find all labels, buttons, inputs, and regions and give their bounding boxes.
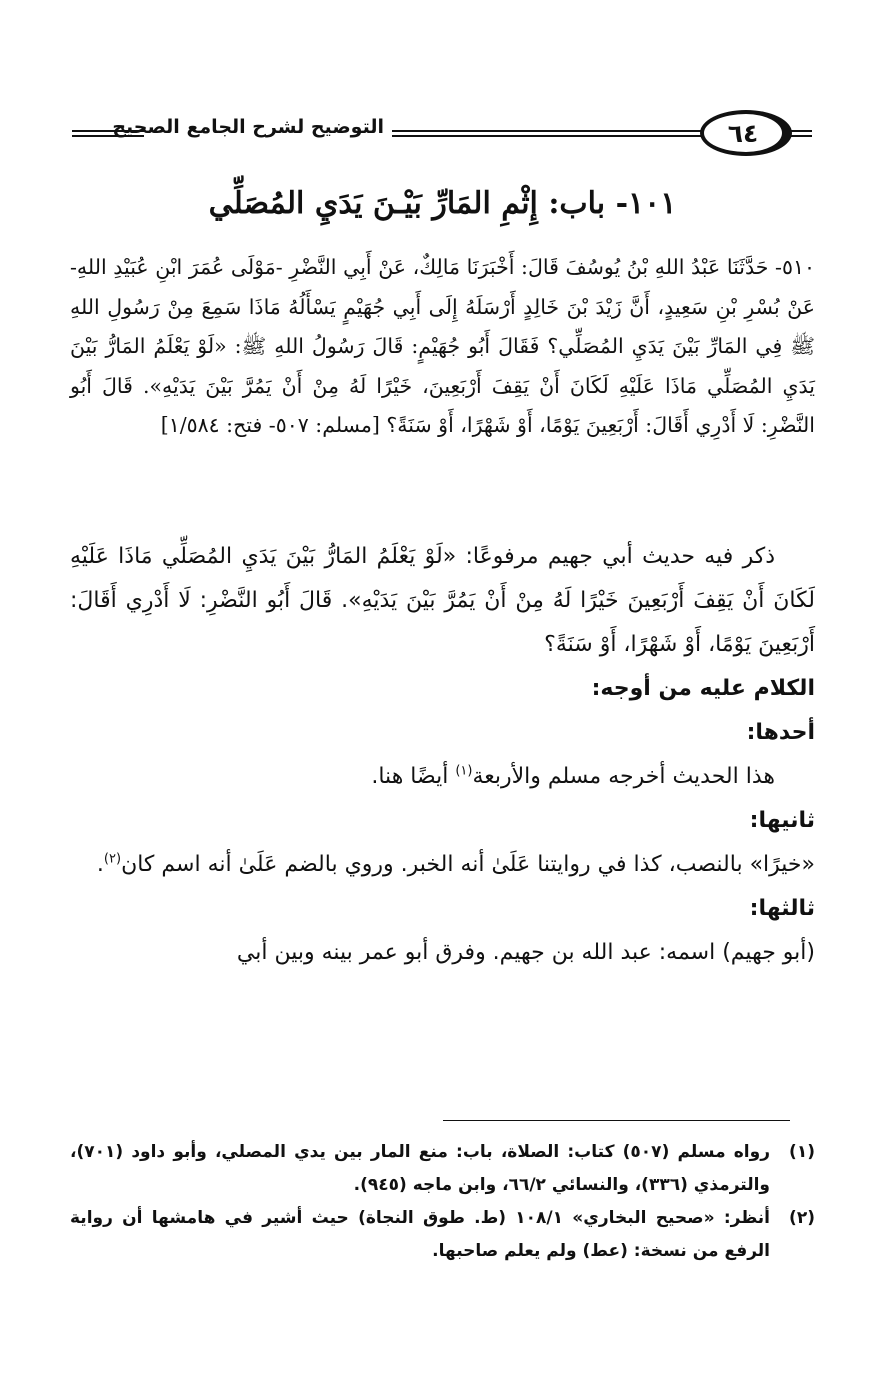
footnotes xyxy=(70,1136,815,1268)
chapter-title: ١٠١- باب: إِثْمِ المَارِّ بَيْـنَ يَدَيِ المُصَلِّي xyxy=(208,186,677,221)
footnote-ref-2[interactable]: (٢) xyxy=(103,851,122,867)
second-aspect-heading: ثانيها: xyxy=(749,808,815,833)
header-rule-right xyxy=(784,130,812,137)
page-number: ٦٤ xyxy=(700,110,792,156)
third-aspect-heading: ثالثها: xyxy=(749,896,815,921)
first-aspect-heading: أحدها: xyxy=(746,720,815,745)
third-aspect-text: (أبو جهيم) اسمه: عبد الله بن جهيم. وفرق أبو عمر بينه وبين أبي xyxy=(236,940,815,965)
footnote-separator xyxy=(443,1120,790,1121)
footnote-number: (١) xyxy=(789,1142,815,1162)
second-aspect-text: «خيرًا» بالنصب، كذا في روايتنا عَلَىٰ أنه الخبر. وروي بالضم عَلَىٰ أنه اسم كان xyxy=(121,852,815,877)
first-aspect-paragraph xyxy=(70,755,815,799)
first-aspect-tail: أيضًا هنا. xyxy=(371,764,456,789)
footnote-text: أنظر: «صحيح البخاري» ١٠٨/١ (ط. طوق النجاة) حيث أشير في هامشها أن رواية الرفع من نسخة: (عط) ولم يعلم صاحبها. xyxy=(70,1208,770,1261)
footnote-number: (٢) xyxy=(789,1208,815,1228)
footnote-1 xyxy=(70,1136,815,1202)
hadith-text: ٥١٠- حَدَّثَنَا عَبْدُ اللهِ بْنُ يُوسُفَ قَالَ: أَخْبَرَنَا مَالِكٌ، عَنْ أَبِي النَّضْرِ -مَوْلَى عُمَرَ ابْنِ عُبَيْدِ اللهِ- عَنْ بُسْرِ بْنِ سَعِيدٍ، أَنَّ زَيْدَ بْنَ خَالِدٍ أَرْسَلَهُ إِلَى أَبِي جُهَيْمٍ يَسْأَلُهُ مَاذَا سَمِعَ مِنْ رَسُولِ اللهِ ﷺ فِي المَارِّ بَيْنَ يَدَيِ المُصَلِّي؟ فَقَالَ أَبُو جُهَيْمٍ: قَالَ رَسُولُ اللهِ ﷺ: «لَوْ يَعْلَمُ المَارُّ بَيْنَ يَدَيِ المُصَلِّي مَاذَا عَلَيْهِ لَكَانَ أَنْ يَقِفَ أَرْبَعِينَ، خَيْرًا لَهُ مِنْ أَنْ يَمُرَّ بَيْنَ يَدَيْهِ». قَالَ أَبُو النَّضْرِ: لَا أَدْرِي أَقَالَ: أَرْبَعِينَ يَوْمًا، أَوْ شَهْرًا، أَوْ سَنَةً؟ [مسلم: ٥٠٧- فتح: ١/٥٨٤] xyxy=(70,255,815,437)
aspects-heading: الكلام عليه من أوجه: xyxy=(591,676,815,701)
second-aspect-tail: . xyxy=(96,852,104,877)
footnote-ref-1[interactable]: (١) xyxy=(455,763,473,779)
running-header xyxy=(72,110,812,160)
commentary-intro: ذكر فيه حديث أبي جهيم مرفوعًا: «لَوْ يَعْلَمُ المَارُّ بَيْنَ يَدَيِ المُصَلِّي مَاذَا عَلَيْهِ لَكَانَ أَنْ يَقِفَ أَرْبَعِينَ خَيْرًا لَهُ مِنْ أَنْ يَمُرَّ بَيْنَ يَدَيْهِ». قَالَ أَبُو النَّضْرِ: لَا أَدْرِي أَقَالَ: أَرْبَعِينَ يَوْمًا، أَوْ شَهْرًا، أَوْ سَنَةً؟ xyxy=(70,544,815,657)
header-rule-middle xyxy=(392,130,702,137)
first-aspect-text: هذا الحديث أخرجه مسلم والأربعة xyxy=(472,764,775,789)
second-aspect-paragraph xyxy=(70,843,815,887)
header-title: التوضيح لشرح الجامع الصحيح xyxy=(112,116,384,138)
footnote-2 xyxy=(70,1202,815,1268)
footnote-text: رواه مسلم (٥٠٧) كتاب: الصلاة، باب: منع المار بين يدي المصلي، وأبو داود (٧٠١)، والترمذي (٣٣٦)، والنسائي ٦٦/٢، وابن ماجه (٩٤٥). xyxy=(70,1142,770,1195)
commentary xyxy=(70,535,815,975)
